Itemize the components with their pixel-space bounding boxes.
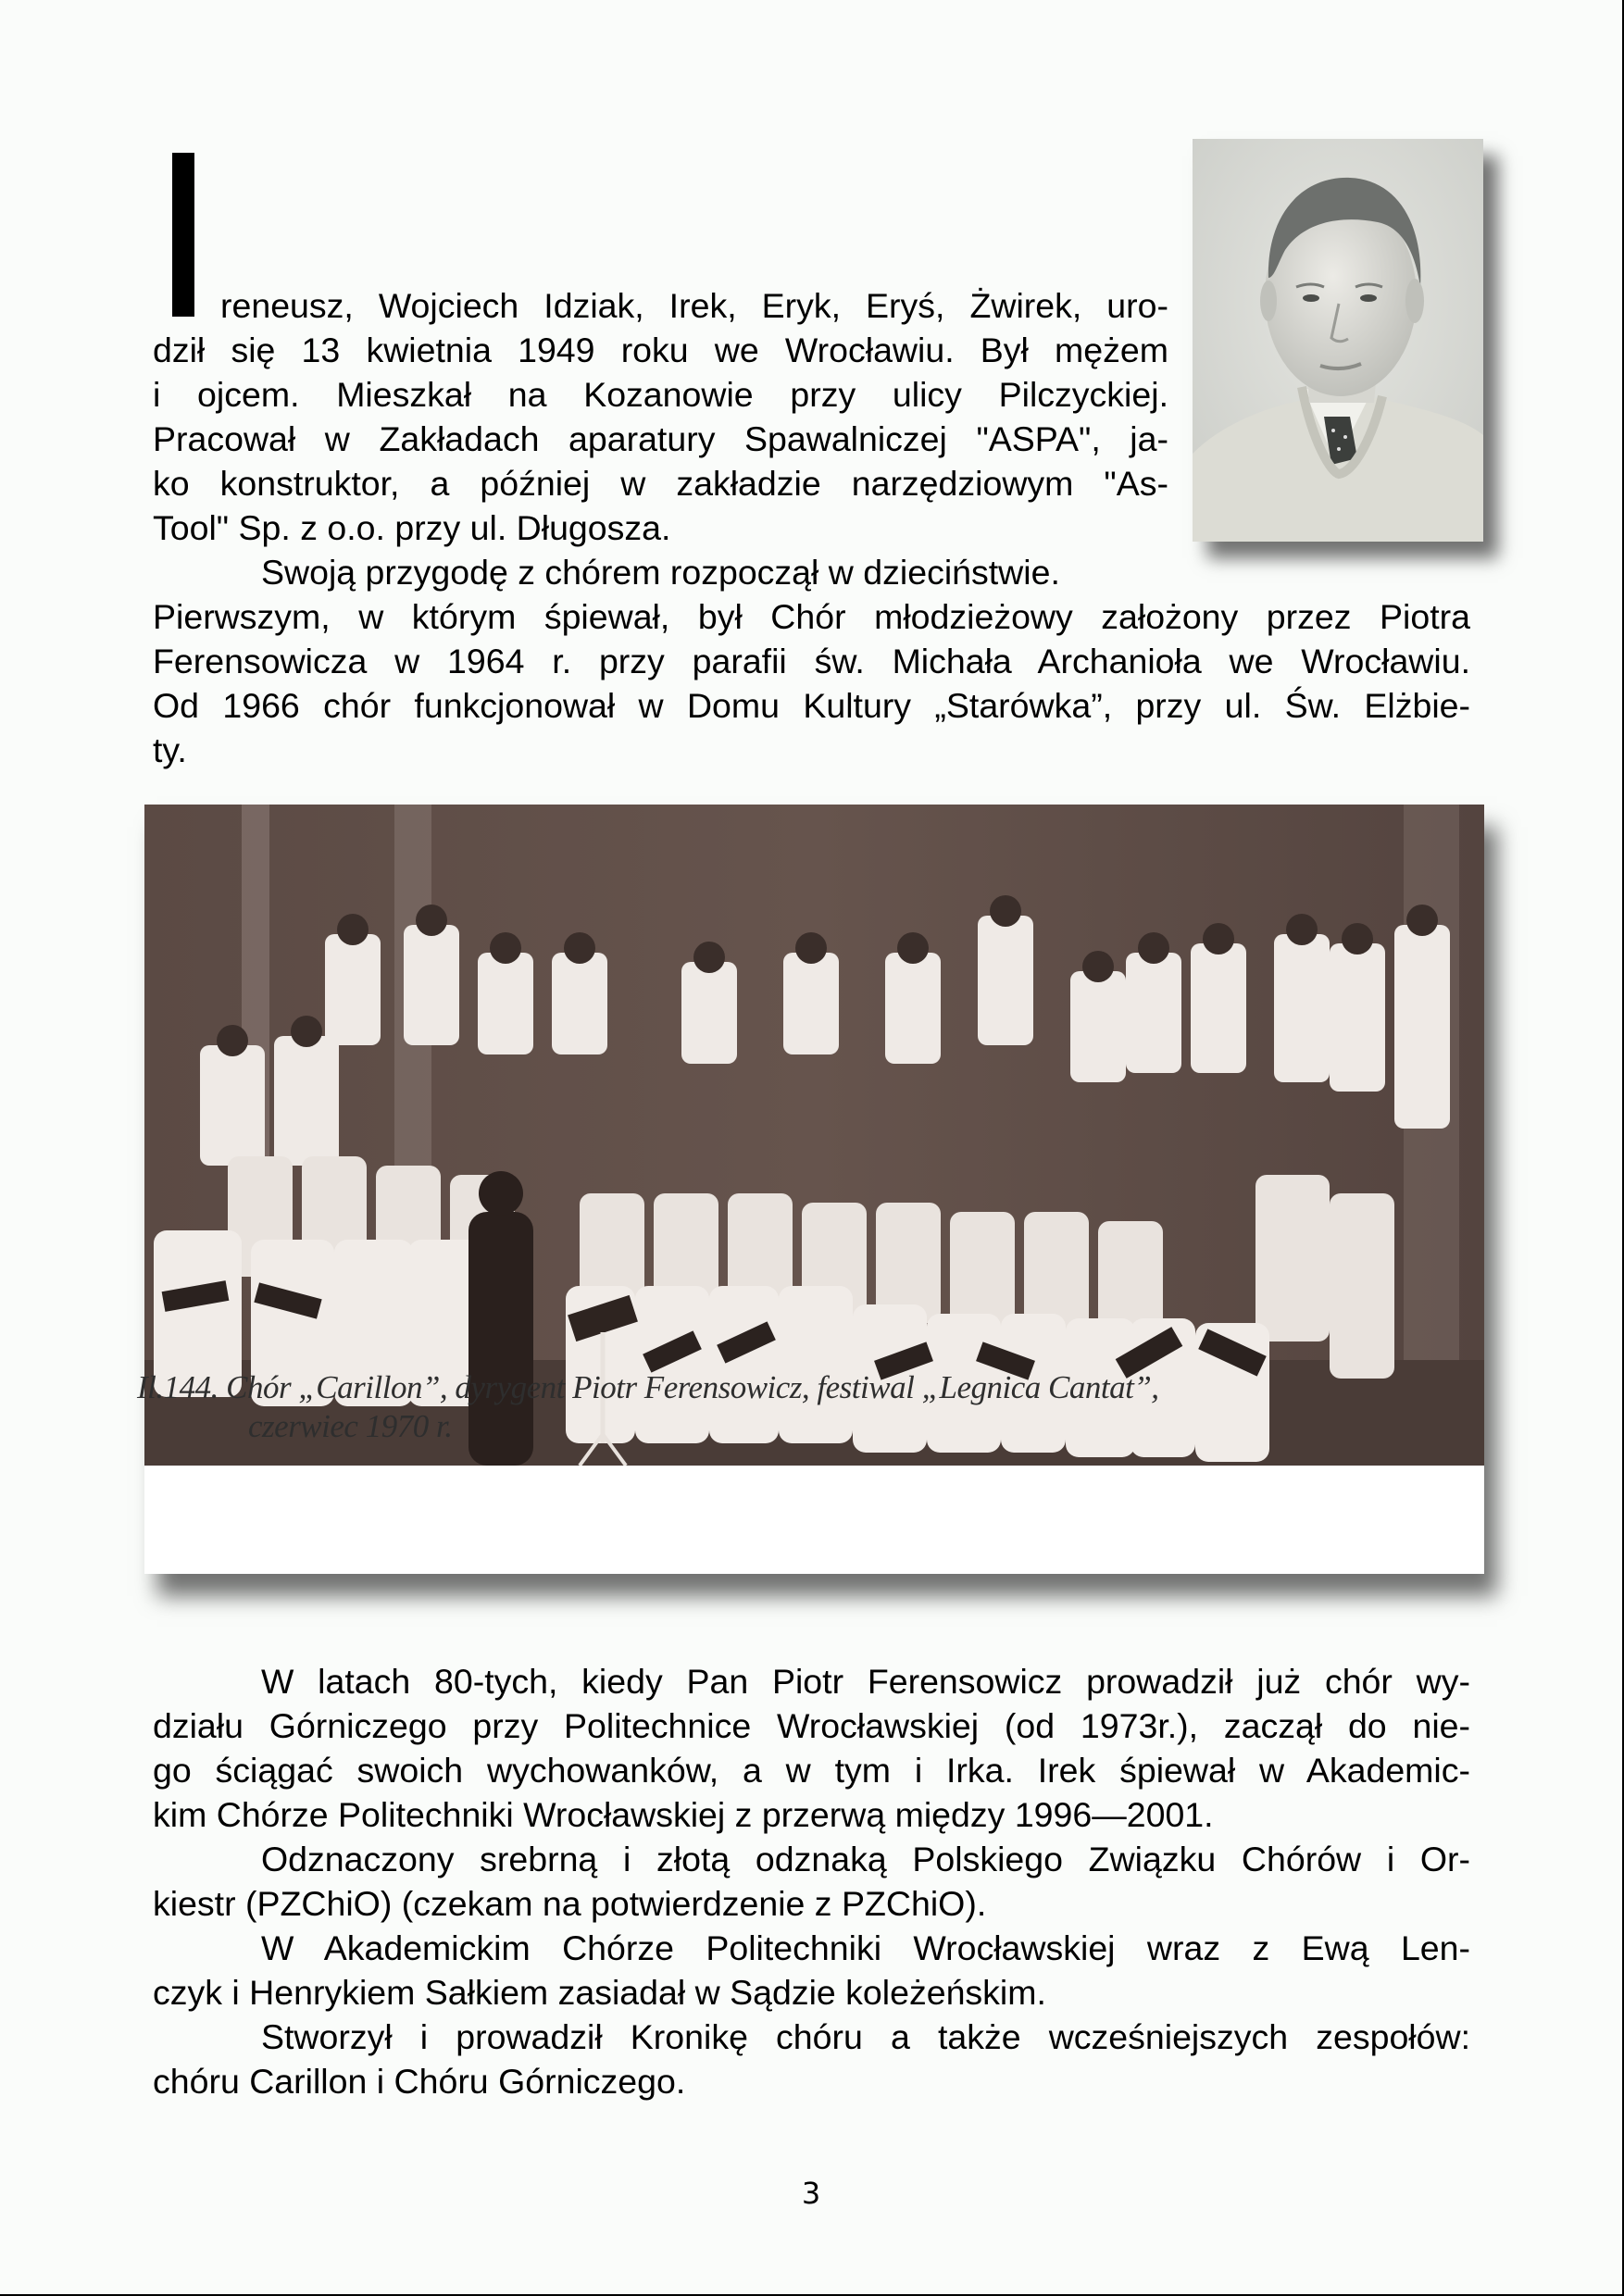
text-line: go ściągać swoich wychowanków, a w tym i Irka. Irek śpiewał w Akademic- (153, 1751, 1470, 1790)
text-line: czyk i Henrykiem Sałkiem zasiadał w Sądzie koleżeńskim. (153, 1973, 1046, 2012)
portrait-photo (1193, 139, 1483, 542)
text-line: ko konstruktor, a później w zakładzie narzędziowym "As- (153, 464, 1168, 503)
text-line: kim Chórze Politechniki Wrocławskiej z przerwą między 1996—2001. (153, 1795, 1214, 1834)
text-line: dził się 13 kwietnia 1949 roku we Wrocławiu. Był mężem (153, 331, 1168, 369)
page-number: 3 (801, 2176, 821, 2211)
choir-image (144, 805, 1484, 1466)
text-line: Pracował w Zakładach aparatury Spawalniczej "ASPA", ja- (153, 419, 1168, 458)
drop-cap-letter (172, 153, 194, 317)
text-line: reneusz, Wojciech Idziak, Irek, Eryk, Eryś, Żwirek, uro- (220, 286, 1168, 325)
text-line: Pierwszym, w którym śpiewał, był Chór młodzieżowy założony przez Piotra (153, 597, 1470, 636)
text-line: W latach 80-tych, kiedy Pan Piotr Ferensowicz prowadził już chór wy- (261, 1662, 1470, 1701)
choir-figure (137, 805, 1484, 1574)
portrait-image (1193, 139, 1483, 542)
text-line: Od 1966 chór funkcjonował w Domu Kultury „Starówka”, przy ul. Św. Elżbie- (153, 686, 1470, 725)
text-line: Ferensowicza w 1964 r. przy parafii św. Michała Archanioła we Wrocławiu. (153, 642, 1470, 680)
figure-caption-line-1: Il.144. Chór „Carillon”, dyrygent Piotr Ferensowicz, festiwal „Legnica Cantat”, (137, 1369, 1159, 1405)
text-line: W Akademickim Chórze Politechniki Wrocławskiej wraz z Ewą Len- (261, 1928, 1470, 1967)
text-line: Odznaczony srebrną i złotą odznaką Polskiego Związku Chórów i Or- (261, 1840, 1470, 1878)
text-line: kiestr (PZChiO) (czekam na potwierdzenie z PZChiO). (153, 1884, 987, 1923)
text-line: chóru Carillon i Chóru Górniczego. (153, 2062, 686, 2101)
text-line: i ojcem. Mieszkał na Kozanowie przy ulicy Pilczyckiej. (153, 375, 1168, 414)
text-line: Tool" Sp. z o.o. przy ul. Długosza. (153, 508, 671, 547)
text-line: działu Górniczego przy Politechnice Wrocławskiej (od 1973r.), zaczął do nie- (153, 1706, 1470, 1745)
figure-caption-line-2: czerwiec 1970 r. (248, 1408, 453, 1444)
text-line: Swoją przygodę z chórem rozpoczął w dzieciństwie. (261, 553, 1060, 592)
text-line: Stworzył i prowadził Kronikę chóru a także wcześniejszych zespołów: (261, 2017, 1470, 2056)
text-line: ty. (153, 730, 187, 769)
choir-photo (144, 805, 1484, 1466)
